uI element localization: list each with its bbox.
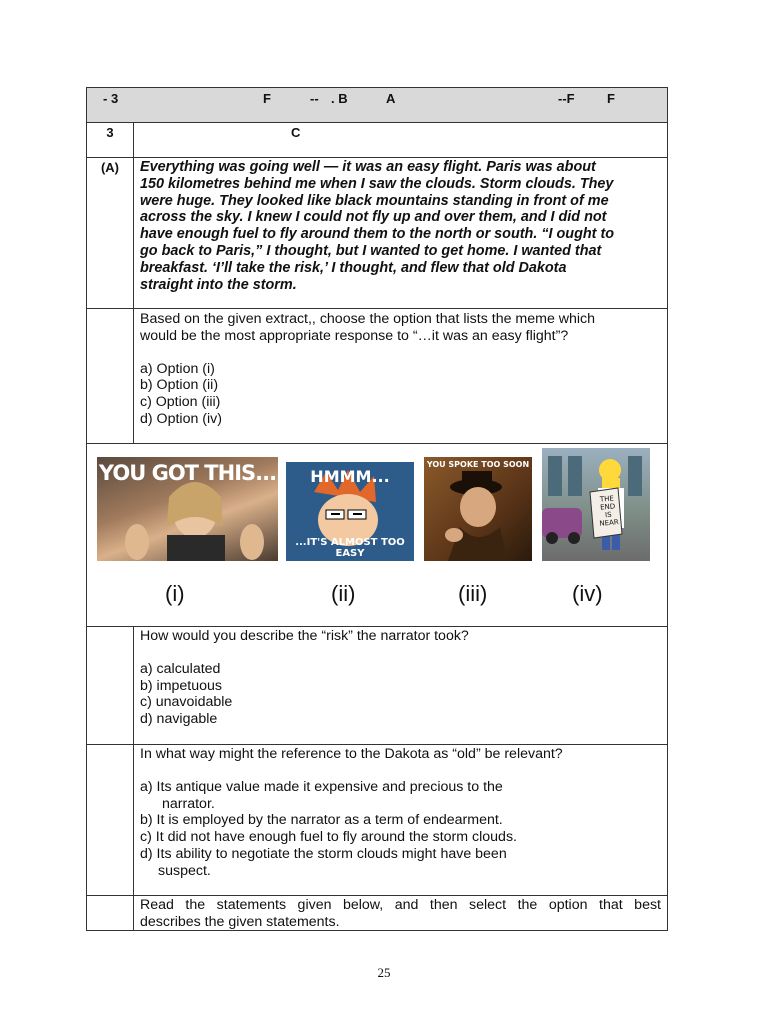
meme-label-i: (i) — [165, 581, 185, 606]
header-col-d: . B — [331, 91, 348, 106]
header-col-c: -- — [310, 91, 319, 106]
meme-label-iv: (iv) — [572, 581, 603, 606]
option-d[interactable]: d) Option (iv) — [140, 410, 222, 427]
header-col-b: F — [263, 91, 271, 106]
passage-line: go back to Paris,” I thought, but I wanted to get home. I wanted that — [140, 242, 602, 259]
option-a[interactable]: a) Its antique value made it expensive and precious to the — [140, 778, 503, 795]
passage-line: 150 kilometres behind me when I saw the clouds. Storm clouds. They — [140, 175, 614, 192]
header-row — [87, 88, 667, 123]
option-d-continued[interactable]: suspect. — [158, 862, 211, 879]
question-4-stem: describes the given statements. — [140, 913, 340, 930]
meme-you-got-this-image — [97, 457, 278, 561]
passage-line: have enough fuel to fly around them to the north or south. “I ought to — [140, 226, 615, 243]
sign-line: THE — [599, 494, 615, 504]
question-3-stem: In what way might the reference to the Dakota as “old” be relevant? — [140, 746, 563, 762]
option-c[interactable]: c) It did not have enough fuel to fly around the storm clouds. — [140, 829, 517, 846]
header-col-e: A — [386, 91, 396, 106]
section-number: 3 — [87, 123, 134, 157]
option-b[interactable]: b) Option (ii) — [140, 377, 219, 394]
passage-line: breakfast. ‘I’ll take the risk,’ I thought, and flew that old Dakota — [140, 259, 567, 276]
question-3-row — [87, 745, 667, 896]
question-4-row — [87, 896, 667, 930]
section-label: C — [291, 125, 301, 140]
passage-row — [87, 158, 667, 309]
header-col-f: --F — [558, 91, 575, 106]
passage-text — [134, 158, 667, 308]
page-number: 25 — [377, 965, 391, 980]
meme-2-caption-top: HMMM... — [310, 467, 390, 486]
option-d[interactable]: d) Its ability to negotiate the storm clouds might have been — [140, 845, 507, 862]
option-b[interactable]: b) It is employed by the narrator as a term of endearment. — [140, 812, 503, 829]
meme-spoke-too-soon-image — [424, 457, 532, 561]
meme-label-ii: (ii) — [331, 581, 356, 606]
sign-line: END — [599, 502, 616, 512]
section-row — [87, 123, 667, 158]
sign-line: NEAR — [599, 518, 620, 528]
meme-1-caption: YOU GOT THIS... — [98, 461, 277, 485]
question-table — [86, 87, 668, 931]
option-a-continued[interactable]: narrator. — [162, 795, 215, 812]
question-1 — [134, 309, 667, 443]
question-1-stem: would be the most appropriate response to “…it was an easy flight”? — [140, 327, 569, 344]
passage-line: were huge. They looked like black mountains standing in front of me — [140, 192, 609, 209]
option-c[interactable]: c) unavoidable — [140, 694, 233, 711]
passage-label: (A) — [87, 158, 134, 308]
passage-line: Everything was going well — it was an easy flight. Paris was about — [140, 159, 596, 175]
passage-line: across the sky. I knew I could not fly up and over them, and I did not — [140, 209, 607, 226]
option-c[interactable]: c) Option (iii) — [140, 394, 221, 411]
meme-4-sign — [594, 494, 623, 528]
meme-label-iii: (iii) — [458, 581, 488, 606]
memes-row — [87, 444, 667, 627]
question-1-row — [87, 309, 667, 444]
option-b[interactable]: b) impetuous — [140, 677, 223, 694]
question-2-stem: How would you describe the “risk” the narrator took? — [140, 628, 469, 644]
header-col-g: F — [607, 91, 615, 106]
question-2 — [134, 627, 667, 744]
meme-2-caption-bottom: ...IT'S ALMOST TOO EASY — [295, 537, 405, 559]
option-a[interactable]: a) Option (i) — [140, 360, 215, 377]
option-d[interactable]: d) navigable — [140, 711, 218, 728]
question-3 — [134, 745, 667, 895]
option-a[interactable]: a) calculated — [140, 660, 221, 677]
passage-line: straight into the storm. — [140, 276, 297, 293]
question-2-row — [87, 627, 667, 745]
meme-homer-end-is-near-image — [542, 448, 650, 561]
question-4 — [134, 896, 667, 930]
meme-3-caption: YOU SPOKE TOO SOON — [426, 460, 530, 469]
question-1-stem: Based on the given extract,, choose the option that lists the meme which — [140, 311, 596, 327]
meme-fry-image — [286, 462, 414, 561]
sign-line: IS — [604, 510, 612, 520]
header-col-a: - 3 — [103, 91, 119, 106]
question-4-stem: Read the statements given below, and then select the option that best — [140, 897, 661, 913]
